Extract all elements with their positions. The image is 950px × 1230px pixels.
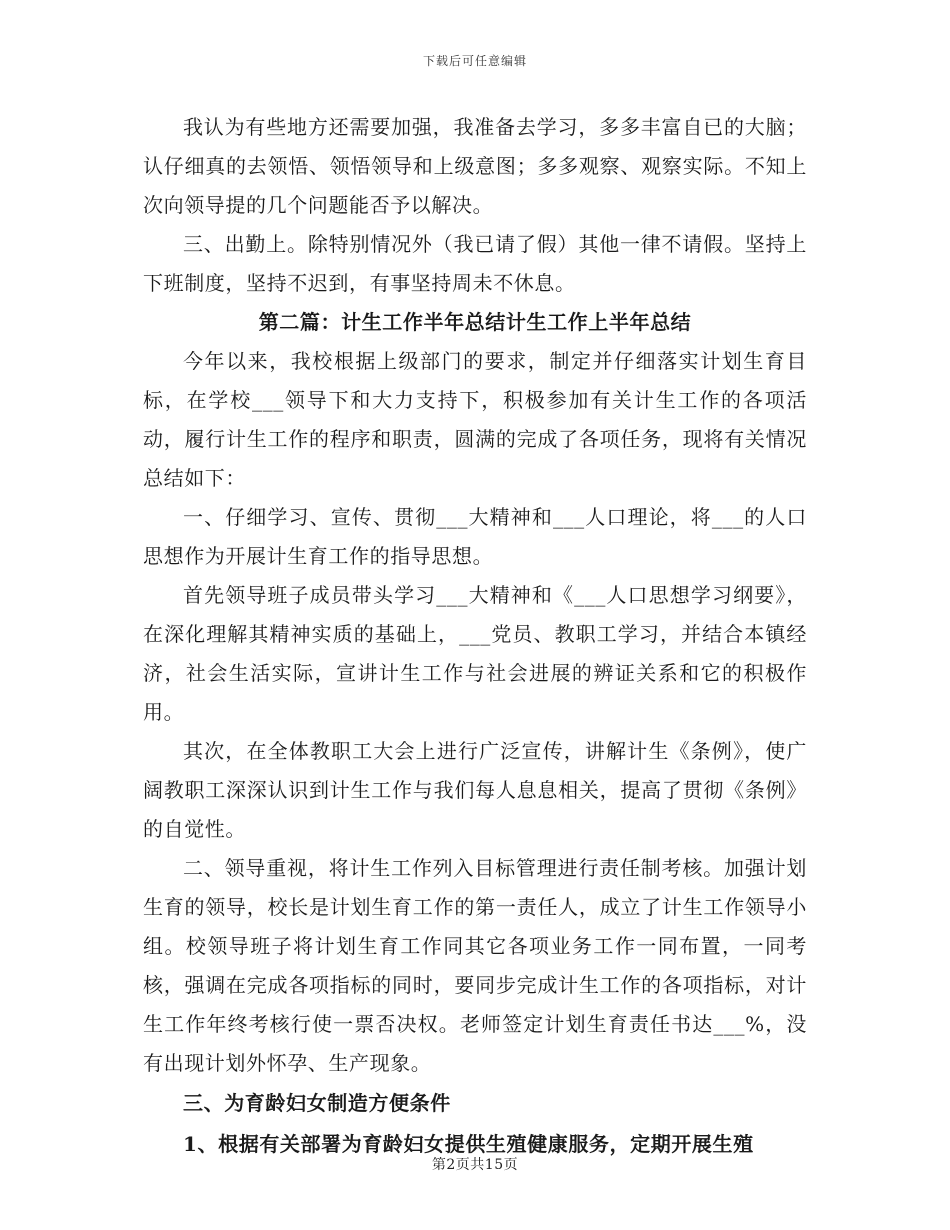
- subheading-point-three: 三、为育龄妇女制造方便条件: [183, 1091, 451, 1115]
- paragraph-second: 其次，在全体教职工大会上进行广泛宣传，讲解计生《条例》，使广阔教职工深深认识到计生工作与我们每人息息相关，提高了贯彻《条例》的自觉性。: [143, 739, 807, 841]
- paragraph-attendance: 三、出勤上。除特别情况外（我已请了假）其他一律不请假。坚持上下班制度，坚持不迟到，有事坚持周未不休息。: [143, 232, 807, 295]
- paragraph-study: 我认为有些地方还需要加强，我准备去学习，多多丰富自已的大脑；认仔细真的去领悟、领悟领导和上级意图；多多观察、观察实际。不知上次向领导提的几个问题能否予以解决。: [143, 115, 807, 217]
- paragraph-point-two: 二、领导重视，将计生工作列入目标管理进行责任制考核。加强计划生育的领导，校长是计划生育工作的第一责任人，成立了计生工作领导小组。校领导班子将计划生育工作同其它各项业务工作一同布置，一同考核，强调在完成各项指标的同时，要同步完成计生工作的各项指标，对计生工作年终考核行使一票否决权。老师签定计划生育责任书达___%，没有出现计划外怀孕、生产现象。: [143, 856, 807, 1075]
- paragraph-intro: 今年以来，我校根据上级部门的要求，制定并仔细落实计划生育目标，在学校___领导下和大力支持下，积极参加有关计生工作的各项活动，履行计生工作的程序和职责，圆满的完成了各项任务，现将有关情况总结如下：: [143, 349, 807, 490]
- document-body: [143, 108, 807, 1165]
- page-number: 第2页共15页: [431, 1157, 519, 1173]
- subheading-item-one: 1、根据有关部署为育龄妇女提供生殖健康服务，定期开展生殖: [183, 1132, 754, 1156]
- section-title: 第二篇：计生工作半年总结计生工作上半年总结: [258, 310, 692, 334]
- paragraph-point-one: 一、仔细学习、宣传、贯彻___大精神和___人口理论，将___的人口思想作为开展计生育工作的指导思想。: [143, 505, 807, 568]
- header-note: 下载后可任意编辑: [422, 54, 527, 68]
- paragraph-first: 首先领导班子成员带头学习___大精神和《___人口思想学习纲要》，在深化理解其精神实质的基础上，___党员、教职工学习，并结合本镇经济，社会生活实际，宣讲计生工作与社会进展的辨证关系和它的积极作用。: [143, 583, 807, 724]
